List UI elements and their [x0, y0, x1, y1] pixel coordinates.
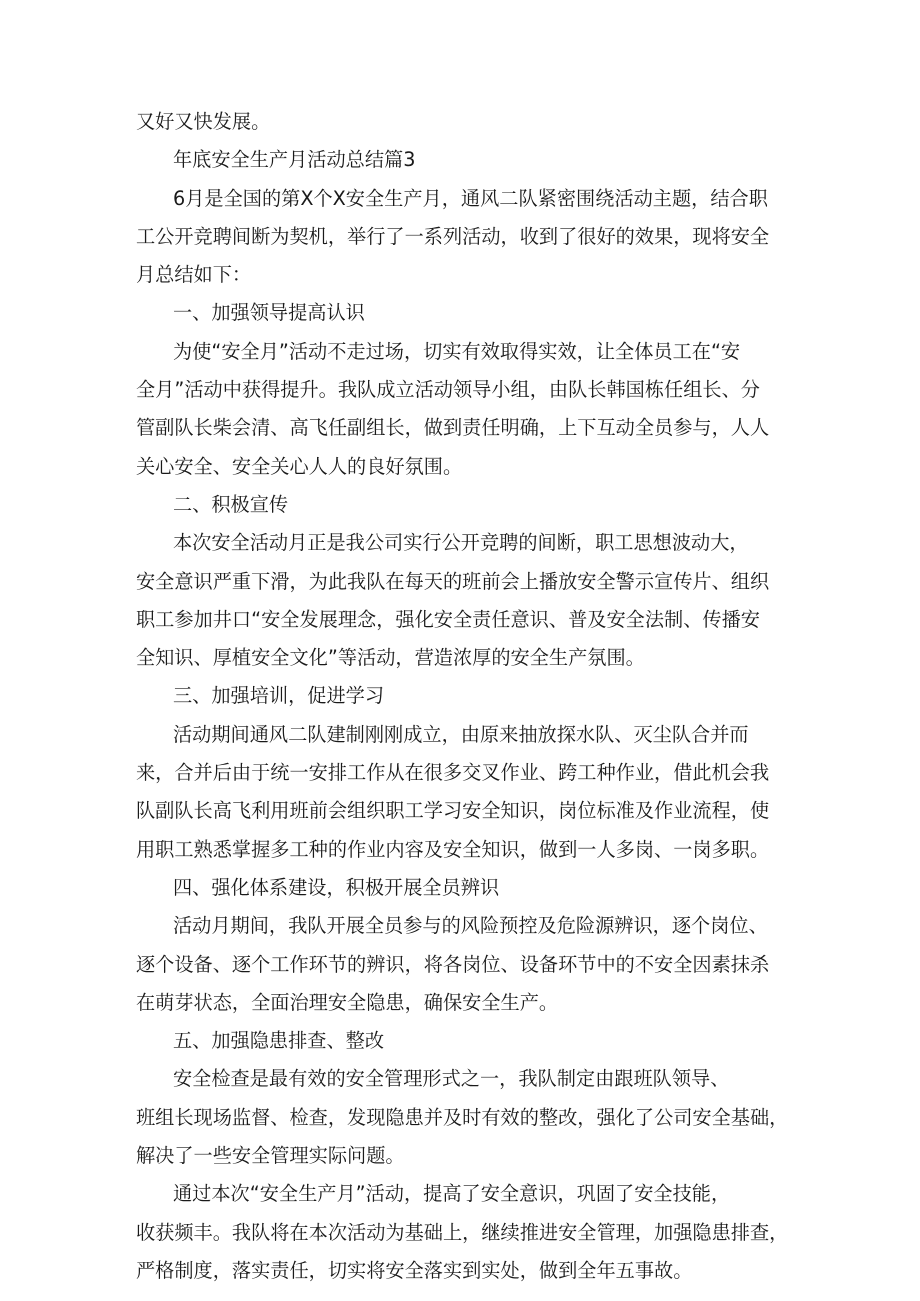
- text-line: 一、加强领导提高认识: [173, 301, 365, 325]
- text-line: 又好又快发展。: [136, 110, 271, 133]
- text-line: 逐个设备、逐个工作环节的辨识，将各岗位、设备环节中的不安全因素抹杀: [136, 952, 770, 976]
- text-line: 安全检查是最有效的安全管理形式之一，我队制定由跟班队领导、: [173, 1067, 730, 1091]
- text-line: 工公开竞聘间断为契机，举行了一系列活动，收到了很好的效果，现将安全: [136, 224, 770, 248]
- text-line: 关心安全、安全关心人人的良好氛围。: [136, 454, 463, 478]
- text-line: 五、加强隐患排查、整改: [173, 1029, 385, 1053]
- text-line: 解决了一些安全管理实际问题。: [136, 1144, 405, 1168]
- text-line: 班组长现场监督、检查，发现隐患并及时有效的整改，强化了公司安全基础，: [136, 1105, 789, 1129]
- text-line: 严格制度，落实责任，切实将安全落实到实处，做到全年五事故。: [136, 1258, 693, 1282]
- text-line: 全知识、厚植安全文化”等活动，营造浓厚的安全生产氛围。: [136, 646, 645, 670]
- text-line: 活动期间通风二队建制刚刚成立，由原来抽放探水队、灭尘队合并而: [173, 722, 749, 746]
- text-line: 安全意识严重下滑，为此我队在每天的班前会上播放安全警示宣传片、组织: [136, 569, 770, 593]
- text-line: 管副队长柴会清、高飞任副组长，做到责任明确，上下互动全员参与，人人: [136, 416, 770, 440]
- text-line: 为使“安全月”活动不走过场，切实有效取得实效，让全体员工在“安: [173, 339, 741, 363]
- text-line: 职工参加井口“安全发展理念，强化安全责任意识、普及安全法制、传播安: [136, 607, 760, 631]
- text-line: 在萌芽状态，全面治理安全隐患，确保安全生产。: [136, 990, 559, 1014]
- text-line: 来，合并后由于统一安排工作从在很多交叉作业、跨工种作业，借此机会我: [136, 761, 770, 785]
- text-line: 年底安全生产月活动总结篇3: [173, 148, 416, 172]
- text-line: 三、加强培训，促进学习: [173, 684, 385, 708]
- document-body: [136, 103, 796, 1290]
- text-line: 本次安全活动月正是我公司实行公开竞聘的间断，职工思想波动大，: [173, 531, 749, 555]
- text-line: 二、积极宣传: [173, 492, 289, 516]
- text-line: 四、强化体系建设，积极开展全员辨识: [173, 875, 500, 899]
- text-line: 全月”活动中获得提升。我队成立活动领导小组，由队长韩国栋任组长、分: [136, 378, 760, 402]
- text-line: 用职工熟悉掌握多工种的作业内容及安全知识，做到一人多岗、一岗多职。: [136, 837, 770, 861]
- text-line: 6月是全国的第X个X安全生产月，通风二队紧密围绕活动主题，结合职: [173, 186, 768, 210]
- text-line: 月总结如下：: [136, 263, 252, 287]
- text-line: 队副队长高飞利用班前会组织职工学习安全知识，岗位标准及作业流程，使: [136, 799, 770, 823]
- text-line: 通过本次“安全生产月”活动，提高了安全意识，巩固了安全技能，: [173, 1182, 731, 1206]
- text-line: 活动月期间，我队开展全员参与的风险预控及危险源辨识，逐个岗位、: [173, 914, 768, 938]
- text-line: 收获频丰。我队将在本次活动为基础上，继续推进安全管理，加强隐患排查，: [136, 1220, 789, 1244]
